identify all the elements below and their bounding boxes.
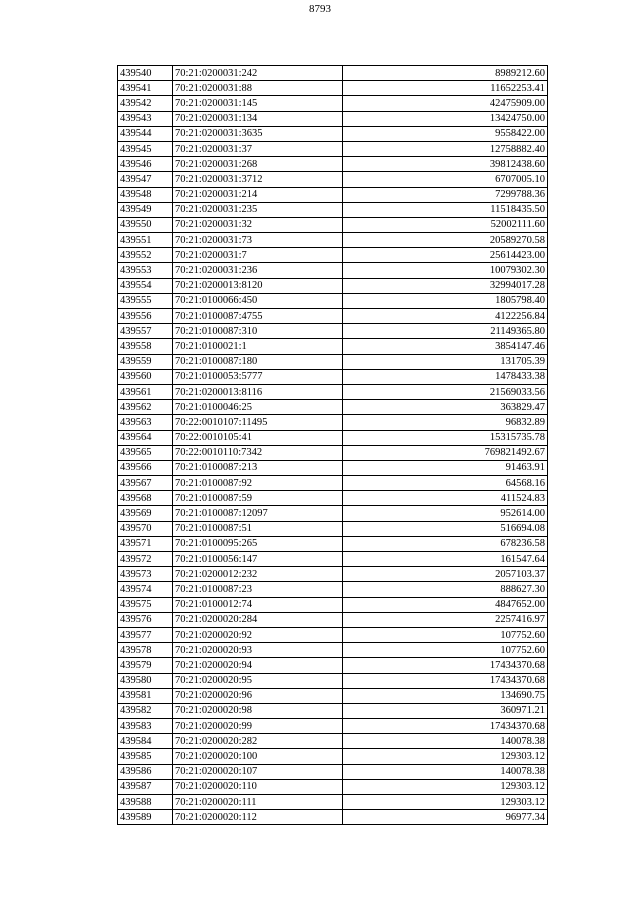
table-row — [118, 400, 548, 415]
cadastral-number-cell: 70:22:0010110:7342 — [173, 445, 343, 460]
row-number-cell: 439542 — [118, 96, 173, 111]
cadastral-number-cell: 70:21:0200031:73 — [173, 233, 343, 248]
cadastral-value-cell: 42475909.00 — [343, 96, 548, 111]
cadastral-value-cell: 2057103.37 — [343, 567, 548, 582]
table-row — [118, 445, 548, 460]
cadastral-value-cell: 4122256.84 — [343, 309, 548, 324]
cadastral-number-cell: 70:21:0100056:147 — [173, 552, 343, 567]
table-row — [118, 688, 548, 703]
cadastral-number-cell: 70:21:0100087:92 — [173, 476, 343, 491]
cadastral-number-cell: 70:21:0200012:232 — [173, 567, 343, 582]
table-row — [118, 172, 548, 187]
cadastral-number-cell: 70:21:0200031:7 — [173, 248, 343, 263]
table-row — [118, 293, 548, 308]
table-row — [118, 734, 548, 749]
table-row — [118, 476, 548, 491]
table-row — [118, 703, 548, 718]
row-number-cell: 439562 — [118, 400, 173, 415]
row-number-cell: 439572 — [118, 552, 173, 567]
row-number-cell: 439553 — [118, 263, 173, 278]
cadastral-value-table — [117, 65, 548, 825]
table-row — [118, 582, 548, 597]
table-row — [118, 597, 548, 612]
row-number-cell: 439568 — [118, 491, 173, 506]
row-number-cell: 439589 — [118, 810, 173, 825]
cadastral-number-cell: 70:21:0200031:37 — [173, 141, 343, 156]
cadastral-number-cell: 70:21:0200031:3635 — [173, 126, 343, 141]
table-row — [118, 111, 548, 126]
row-number-cell: 439585 — [118, 749, 173, 764]
cadastral-value-cell: 8989212.60 — [343, 66, 548, 81]
row-number-cell: 439564 — [118, 430, 173, 445]
cadastral-number-cell: 70:21:0200020:110 — [173, 779, 343, 794]
row-number-cell: 439580 — [118, 673, 173, 688]
page-number: 8793 — [309, 3, 331, 15]
table-row — [118, 96, 548, 111]
row-number-cell: 439546 — [118, 157, 173, 172]
table-row — [118, 248, 548, 263]
cadastral-value-cell: 131705.39 — [343, 354, 548, 369]
cadastral-number-cell: 70:21:0200031:242 — [173, 66, 343, 81]
cadastral-value-cell: 107752.60 — [343, 643, 548, 658]
row-number-cell: 439563 — [118, 415, 173, 430]
table-row — [118, 81, 548, 96]
cadastral-value-cell: 129303.12 — [343, 779, 548, 794]
cadastral-value-cell: 129303.12 — [343, 795, 548, 810]
table-row — [118, 263, 548, 278]
row-number-cell: 439559 — [118, 354, 173, 369]
cadastral-number-cell: 70:21:0200020:94 — [173, 658, 343, 673]
row-number-cell: 439578 — [118, 643, 173, 658]
row-number-cell: 439548 — [118, 187, 173, 202]
cadastral-number-cell: 70:21:0200020:93 — [173, 643, 343, 658]
table-row — [118, 506, 548, 521]
cadastral-number-cell: 70:21:0100087:51 — [173, 521, 343, 536]
row-number-cell: 439557 — [118, 324, 173, 339]
row-number-cell: 439566 — [118, 460, 173, 475]
table-row — [118, 673, 548, 688]
cadastral-value-cell: 411524.83 — [343, 491, 548, 506]
cadastral-number-cell: 70:21:0100087:213 — [173, 460, 343, 475]
cadastral-value-cell: 360971.21 — [343, 703, 548, 718]
cadastral-value-cell: 769821492.67 — [343, 445, 548, 460]
cadastral-value-cell: 1805798.40 — [343, 293, 548, 308]
cadastral-value-cell: 363829.47 — [343, 400, 548, 415]
cadastral-value-cell: 6707005.10 — [343, 172, 548, 187]
table-row — [118, 324, 548, 339]
row-number-cell: 439571 — [118, 536, 173, 551]
cadastral-number-cell: 70:21:0200031:268 — [173, 157, 343, 172]
row-number-cell: 439577 — [118, 627, 173, 642]
cadastral-value-cell: 516694.08 — [343, 521, 548, 536]
cadastral-value-cell: 39812438.60 — [343, 157, 548, 172]
row-number-cell: 439540 — [118, 66, 173, 81]
row-number-cell: 439544 — [118, 126, 173, 141]
table-row — [118, 567, 548, 582]
table-row — [118, 202, 548, 217]
row-number-cell: 439567 — [118, 476, 173, 491]
table-body — [118, 66, 548, 825]
cadastral-number-cell: 70:21:0200020:284 — [173, 612, 343, 627]
cadastral-value-cell: 20589270.58 — [343, 233, 548, 248]
cadastral-value-cell: 140078.38 — [343, 734, 548, 749]
table-row — [118, 369, 548, 384]
cadastral-value-cell: 140078.38 — [343, 764, 548, 779]
cadastral-value-cell: 17434370.68 — [343, 719, 548, 734]
cadastral-value-cell: 888627.30 — [343, 582, 548, 597]
table-row — [118, 749, 548, 764]
row-number-cell: 439583 — [118, 719, 173, 734]
row-number-cell: 439579 — [118, 658, 173, 673]
row-number-cell: 439561 — [118, 384, 173, 399]
cadastral-number-cell: 70:21:0200020:92 — [173, 627, 343, 642]
table-row — [118, 415, 548, 430]
row-number-cell: 439549 — [118, 202, 173, 217]
cadastral-value-cell: 952614.00 — [343, 506, 548, 521]
cadastral-number-cell: 70:21:0100087:310 — [173, 324, 343, 339]
table-row — [118, 643, 548, 658]
row-number-cell: 439574 — [118, 582, 173, 597]
cadastral-number-cell: 70:22:0010107:11495 — [173, 415, 343, 430]
row-number-cell: 439573 — [118, 567, 173, 582]
table-row — [118, 612, 548, 627]
cadastral-number-cell: 70:21:0200013:8116 — [173, 384, 343, 399]
cadastral-number-cell: 70:21:0100087:180 — [173, 354, 343, 369]
row-number-cell: 439541 — [118, 81, 173, 96]
cadastral-number-cell: 70:21:0200031:3712 — [173, 172, 343, 187]
cadastral-number-cell: 70:21:0200031:235 — [173, 202, 343, 217]
table-row — [118, 354, 548, 369]
cadastral-number-cell: 70:21:0100087:23 — [173, 582, 343, 597]
cadastral-value-cell: 129303.12 — [343, 749, 548, 764]
cadastral-value-cell: 9558422.00 — [343, 126, 548, 141]
cadastral-number-cell: 70:21:0200031:214 — [173, 187, 343, 202]
row-number-cell: 439588 — [118, 795, 173, 810]
row-number-cell: 439554 — [118, 278, 173, 293]
table-row — [118, 719, 548, 734]
cadastral-value-cell: 2257416.97 — [343, 612, 548, 627]
cadastral-value-cell: 64568.16 — [343, 476, 548, 491]
table-row — [118, 430, 548, 445]
row-number-cell: 439582 — [118, 703, 173, 718]
row-number-cell: 439587 — [118, 779, 173, 794]
table-row — [118, 779, 548, 794]
row-number-cell: 439560 — [118, 369, 173, 384]
cadastral-number-cell: 70:21:0100087:4755 — [173, 309, 343, 324]
row-number-cell: 439547 — [118, 172, 173, 187]
cadastral-number-cell: 70:21:0100087:59 — [173, 491, 343, 506]
row-number-cell: 439550 — [118, 217, 173, 232]
table-row — [118, 126, 548, 141]
table-row — [118, 658, 548, 673]
row-number-cell: 439569 — [118, 506, 173, 521]
table-row — [118, 795, 548, 810]
cadastral-value-cell: 13424750.00 — [343, 111, 548, 126]
table-row — [118, 141, 548, 156]
cadastral-number-cell: 70:21:0100066:450 — [173, 293, 343, 308]
cadastral-value-cell: 4847652.00 — [343, 597, 548, 612]
table-row — [118, 217, 548, 232]
row-number-cell: 439565 — [118, 445, 173, 460]
cadastral-value-cell: 7299788.36 — [343, 187, 548, 202]
cadastral-value-cell: 17434370.68 — [343, 673, 548, 688]
cadastral-value-cell: 678236.58 — [343, 536, 548, 551]
cadastral-value-cell: 96977.34 — [343, 810, 548, 825]
table-row — [118, 66, 548, 81]
cadastral-number-cell: 70:21:0200031:145 — [173, 96, 343, 111]
table-row — [118, 384, 548, 399]
cadastral-number-cell: 70:21:0200013:8120 — [173, 278, 343, 293]
cadastral-number-cell: 70:21:0100095:265 — [173, 536, 343, 551]
cadastral-value-cell: 134690.75 — [343, 688, 548, 703]
table-row — [118, 460, 548, 475]
row-number-cell: 439552 — [118, 248, 173, 263]
cadastral-number-cell: 70:21:0200031:32 — [173, 217, 343, 232]
row-number-cell: 439581 — [118, 688, 173, 703]
cadastral-number-cell: 70:21:0200020:282 — [173, 734, 343, 749]
row-number-cell: 439555 — [118, 293, 173, 308]
cadastral-number-cell: 70:21:0200020:99 — [173, 719, 343, 734]
table-row — [118, 157, 548, 172]
cadastral-value-cell: 1478433.38 — [343, 369, 548, 384]
cadastral-value-cell: 12758882.40 — [343, 141, 548, 156]
cadastral-number-cell: 70:21:0200020:95 — [173, 673, 343, 688]
cadastral-number-cell: 70:21:0200020:96 — [173, 688, 343, 703]
row-number-cell: 439584 — [118, 734, 173, 749]
cadastral-number-cell: 70:21:0100046:25 — [173, 400, 343, 415]
cadastral-value-cell: 15315735.78 — [343, 430, 548, 445]
cadastral-value-cell: 11652253.41 — [343, 81, 548, 96]
row-number-cell: 439576 — [118, 612, 173, 627]
cadastral-number-cell: 70:21:0100012:74 — [173, 597, 343, 612]
cadastral-value-cell: 21569033.56 — [343, 384, 548, 399]
cadastral-number-cell: 70:21:0200020:107 — [173, 764, 343, 779]
table-row — [118, 764, 548, 779]
cadastral-number-cell: 70:21:0200020:98 — [173, 703, 343, 718]
cadastral-value-cell: 52002111.60 — [343, 217, 548, 232]
cadastral-value-cell: 32994017.28 — [343, 278, 548, 293]
cadastral-value-cell: 25614423.00 — [343, 248, 548, 263]
cadastral-value-cell: 107752.60 — [343, 627, 548, 642]
table-row — [118, 521, 548, 536]
cadastral-value-cell: 17434370.68 — [343, 658, 548, 673]
row-number-cell: 439545 — [118, 141, 173, 156]
cadastral-value-cell: 96832.89 — [343, 415, 548, 430]
row-number-cell: 439543 — [118, 111, 173, 126]
cadastral-value-cell: 21149365.80 — [343, 324, 548, 339]
cadastral-value-cell: 11518435.50 — [343, 202, 548, 217]
table-row — [118, 627, 548, 642]
table-row — [118, 552, 548, 567]
cadastral-number-cell: 70:21:0200031:88 — [173, 81, 343, 96]
cadastral-value-cell: 3854147.46 — [343, 339, 548, 354]
cadastral-value-cell: 10079302.30 — [343, 263, 548, 278]
table-row — [118, 233, 548, 248]
table-row — [118, 309, 548, 324]
row-number-cell: 439570 — [118, 521, 173, 536]
table-row — [118, 278, 548, 293]
table-row — [118, 810, 548, 825]
row-number-cell: 439556 — [118, 309, 173, 324]
table-row — [118, 339, 548, 354]
row-number-cell: 439586 — [118, 764, 173, 779]
table-row — [118, 491, 548, 506]
row-number-cell: 439558 — [118, 339, 173, 354]
cadastral-number-cell: 70:21:0100021:1 — [173, 339, 343, 354]
cadastral-number-cell: 70:21:0200031:134 — [173, 111, 343, 126]
table-row — [118, 536, 548, 551]
cadastral-value-cell: 91463.91 — [343, 460, 548, 475]
cadastral-number-cell: 70:21:0200020:111 — [173, 795, 343, 810]
cadastral-number-cell: 70:22:0010105:41 — [173, 430, 343, 445]
table-row — [118, 187, 548, 202]
cadastral-number-cell: 70:21:0100087:12097 — [173, 506, 343, 521]
cadastral-number-cell: 70:21:0200020:100 — [173, 749, 343, 764]
cadastral-number-cell: 70:21:0200031:236 — [173, 263, 343, 278]
cadastral-number-cell: 70:21:0100053:5777 — [173, 369, 343, 384]
row-number-cell: 439575 — [118, 597, 173, 612]
row-number-cell: 439551 — [118, 233, 173, 248]
cadastral-number-cell: 70:21:0200020:112 — [173, 810, 343, 825]
cadastral-value-cell: 161547.64 — [343, 552, 548, 567]
